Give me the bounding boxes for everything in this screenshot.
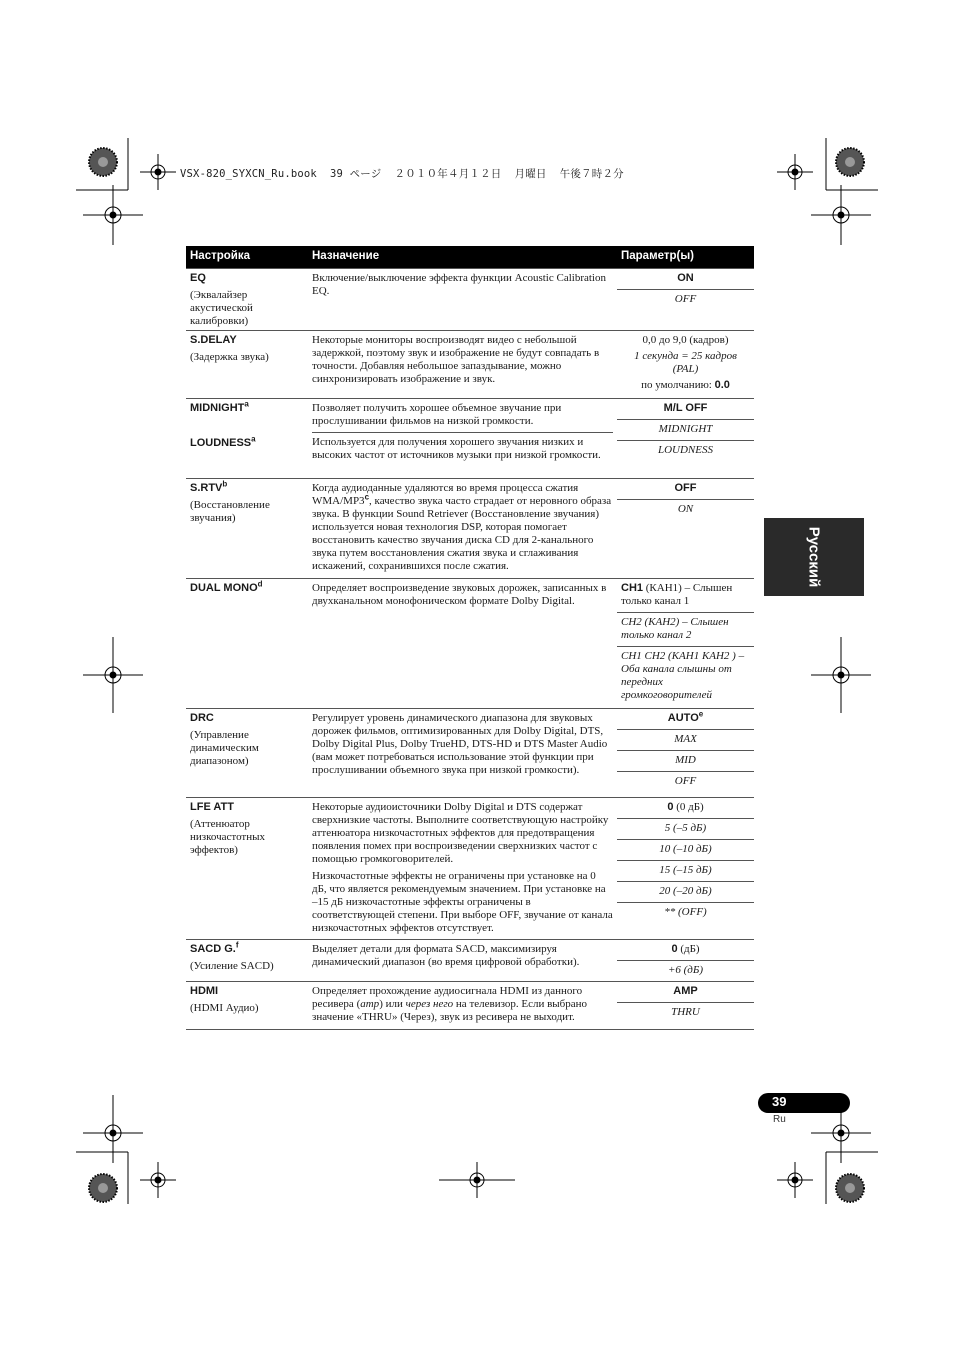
option: ON xyxy=(617,269,754,290)
setting-name: S.RTV$^b$ xyxy=(190,479,228,494)
setting-name: LFE ATT xyxy=(190,801,234,813)
setting-subtitle: (Задержка звука) xyxy=(190,351,269,363)
setting-description: Некоторые аудиоисточники Dolby Digital и DTS содержат сверхнизкие частоты. Выполните соответствующую настройку аттенюатора низкочастотных эффектов для предотвращения появления помех при воспроизведении сверхнизких частот с помощью громкоговорителей. xyxy=(312,801,609,865)
option: AMP xyxy=(617,982,754,1003)
setting-description: Когда аудиоданные удаляются во время процесса сжатия WMA/MP3$^c$, качество звука часто страдает от неровного образа звука. В функции Sound Retriever (Восстановление звучания) используется новая технология DSP, которая помогает восстановить качество звучания диска CD для 2-канального звука путем восстановления сжатия звука и сглаживания искажений, сохранившихся после сжатия. xyxy=(312,482,612,572)
setting-description: Определяет прохождение аудиосигнала HDMI из данного ресивера (amp) или через него на телевизор. Если выбрано значение «THRU» (Через), звук из ресивера не выходит. xyxy=(312,985,588,1023)
option: CH1 CH2 (КАН1 КАН2 ) – Оба канала слышны от передних громкоговорителей xyxy=(621,650,745,701)
setting-subtitle: (HDMI Аудио) xyxy=(190,1002,259,1014)
row-drc xyxy=(186,709,754,798)
file-header: VSX-820_SYXCN_Ru.book 39 ページ ２０１０年４月１２日 月曜日 午後７時２分 xyxy=(180,168,624,180)
row-dual-mono xyxy=(186,579,754,709)
header-params: Параметр(ы) xyxy=(617,246,754,269)
page-number: 39 xyxy=(772,1094,787,1109)
setting-name: MIDNIGHT$^a$ xyxy=(190,399,249,414)
option: +6 (дБ) xyxy=(667,964,704,976)
setting-subtitle: (Восстановление звучания) xyxy=(190,499,270,524)
table-header-row xyxy=(186,246,754,269)
option: CH1 (КАН1) – Слышен только канал 1 xyxy=(617,579,754,613)
row-lfe-att xyxy=(186,798,754,940)
option: OFF xyxy=(674,293,697,305)
option: MID xyxy=(617,751,754,772)
row-sacd xyxy=(186,940,754,982)
setting-name: SACD G.$^f$ xyxy=(190,940,239,955)
setting-description: Регулирует уровень динамического диапазона для звуковых дорожек фильмов, оптимизированных для Dolby Digital, DTS, Dolby Digital Plus, Dolby TrueHD, DTS-HD и DTS Master Audio (вам может потребоваться использование этой функции при прослушивании объемного звука при низкой громкости). xyxy=(312,712,608,776)
setting-name: DUAL MONO$^d$ xyxy=(190,579,263,594)
setting-description: Используется для получения хорошего звучания низких и высоких частот от источников музыки при низкой громкости. xyxy=(312,432,613,462)
setting-name: DRC xyxy=(190,712,214,724)
option: 0 (дБ) xyxy=(617,940,754,961)
default-label: по умолчанию: xyxy=(641,379,715,391)
option: MAX xyxy=(617,730,754,751)
option: M/L OFF xyxy=(617,399,754,420)
settings-table xyxy=(186,246,754,1030)
row-srtv xyxy=(186,479,754,579)
option: MIDNIGHT xyxy=(617,420,754,441)
setting-name: S.DELAY xyxy=(190,334,237,346)
setting-subtitle: (Управление динамическим диапазоном) xyxy=(190,729,259,767)
row-sdelay xyxy=(186,331,754,399)
option: 15 (–15 дБ) xyxy=(617,861,754,882)
option: OFF xyxy=(617,479,754,500)
setting-name: HDMI xyxy=(190,985,219,997)
option: LOUDNESS xyxy=(657,444,713,456)
language-tab xyxy=(764,518,864,596)
option: OFF xyxy=(674,775,697,787)
setting-description: Выделяет детали для формата SACD, максимизируя динамический диапазон (во время цифровой обработки). xyxy=(312,943,580,968)
setting-name: EQ xyxy=(190,272,206,284)
option: 0 (0 дБ) xyxy=(617,798,754,819)
page-number-badge xyxy=(758,1093,850,1113)
default-value: 0.0 xyxy=(714,379,730,391)
option: 5 (–5 дБ) xyxy=(617,819,754,840)
option: 20 (–20 дБ) xyxy=(617,882,754,903)
setting-description: Некоторые мониторы воспроизводят видео с небольшой задержкой, поэтому звук и изображение не будут совпадать в точности. Добавляя небольшое запаздывание, можно синхронизировать изображение и звук. xyxy=(312,334,600,385)
range: 0,0 до 9,0 (кадров) xyxy=(642,334,729,346)
setting-name: LOUDNESS$^a$ xyxy=(190,434,256,449)
row-midnight-loudness xyxy=(186,399,754,479)
option: 10 (–10 дБ) xyxy=(617,840,754,861)
option xyxy=(617,331,754,396)
language-tab-label: Русский xyxy=(805,526,823,588)
row-eq xyxy=(186,269,754,331)
setting-subtitle: (Усиление SACD) xyxy=(190,960,274,972)
option: AUTO$^e$ xyxy=(617,709,754,730)
option: ON xyxy=(677,503,694,515)
row-hdmi xyxy=(186,982,754,1030)
page-language-code: Ru xyxy=(773,1114,786,1125)
setting-description: Включение/выключение эффекта функции Acoustic Calibration EQ. xyxy=(312,272,606,297)
note: 1 секунда = 25 кадров (PAL) xyxy=(634,350,737,375)
option: THRU xyxy=(671,1006,700,1018)
setting-subtitle: (Аттенюатор низкочастотных эффектов) xyxy=(190,818,266,856)
header-purpose: Назначение xyxy=(308,246,617,269)
option: CH2 (КАН2) – Слышен только канал 2 xyxy=(617,613,754,647)
setting-description: Позволяет получить хорошее объемное звучание при прослушивании фильмов на низкой громкости. xyxy=(312,402,562,427)
setting-description: Определяет воспроизведение звуковых дорожек, записанных в двухканальном монофоническом формате Dolby Digital. xyxy=(312,582,607,607)
header-setting: Настройка xyxy=(186,246,308,269)
setting-description: Низкочастотные эффекты не ограничены при установке на 0 дБ, что является рекомендуемым значением. При установке на –15 дБ низкочастотные эффекты ограничены в соответствующей степени. При выборе OFF, звучание от канала низкочастотных эффектов отсутствует. xyxy=(312,870,613,934)
setting-subtitle: (Эквалайзер акустической калибровки) xyxy=(190,289,253,327)
option: ** (OFF) xyxy=(664,906,707,918)
